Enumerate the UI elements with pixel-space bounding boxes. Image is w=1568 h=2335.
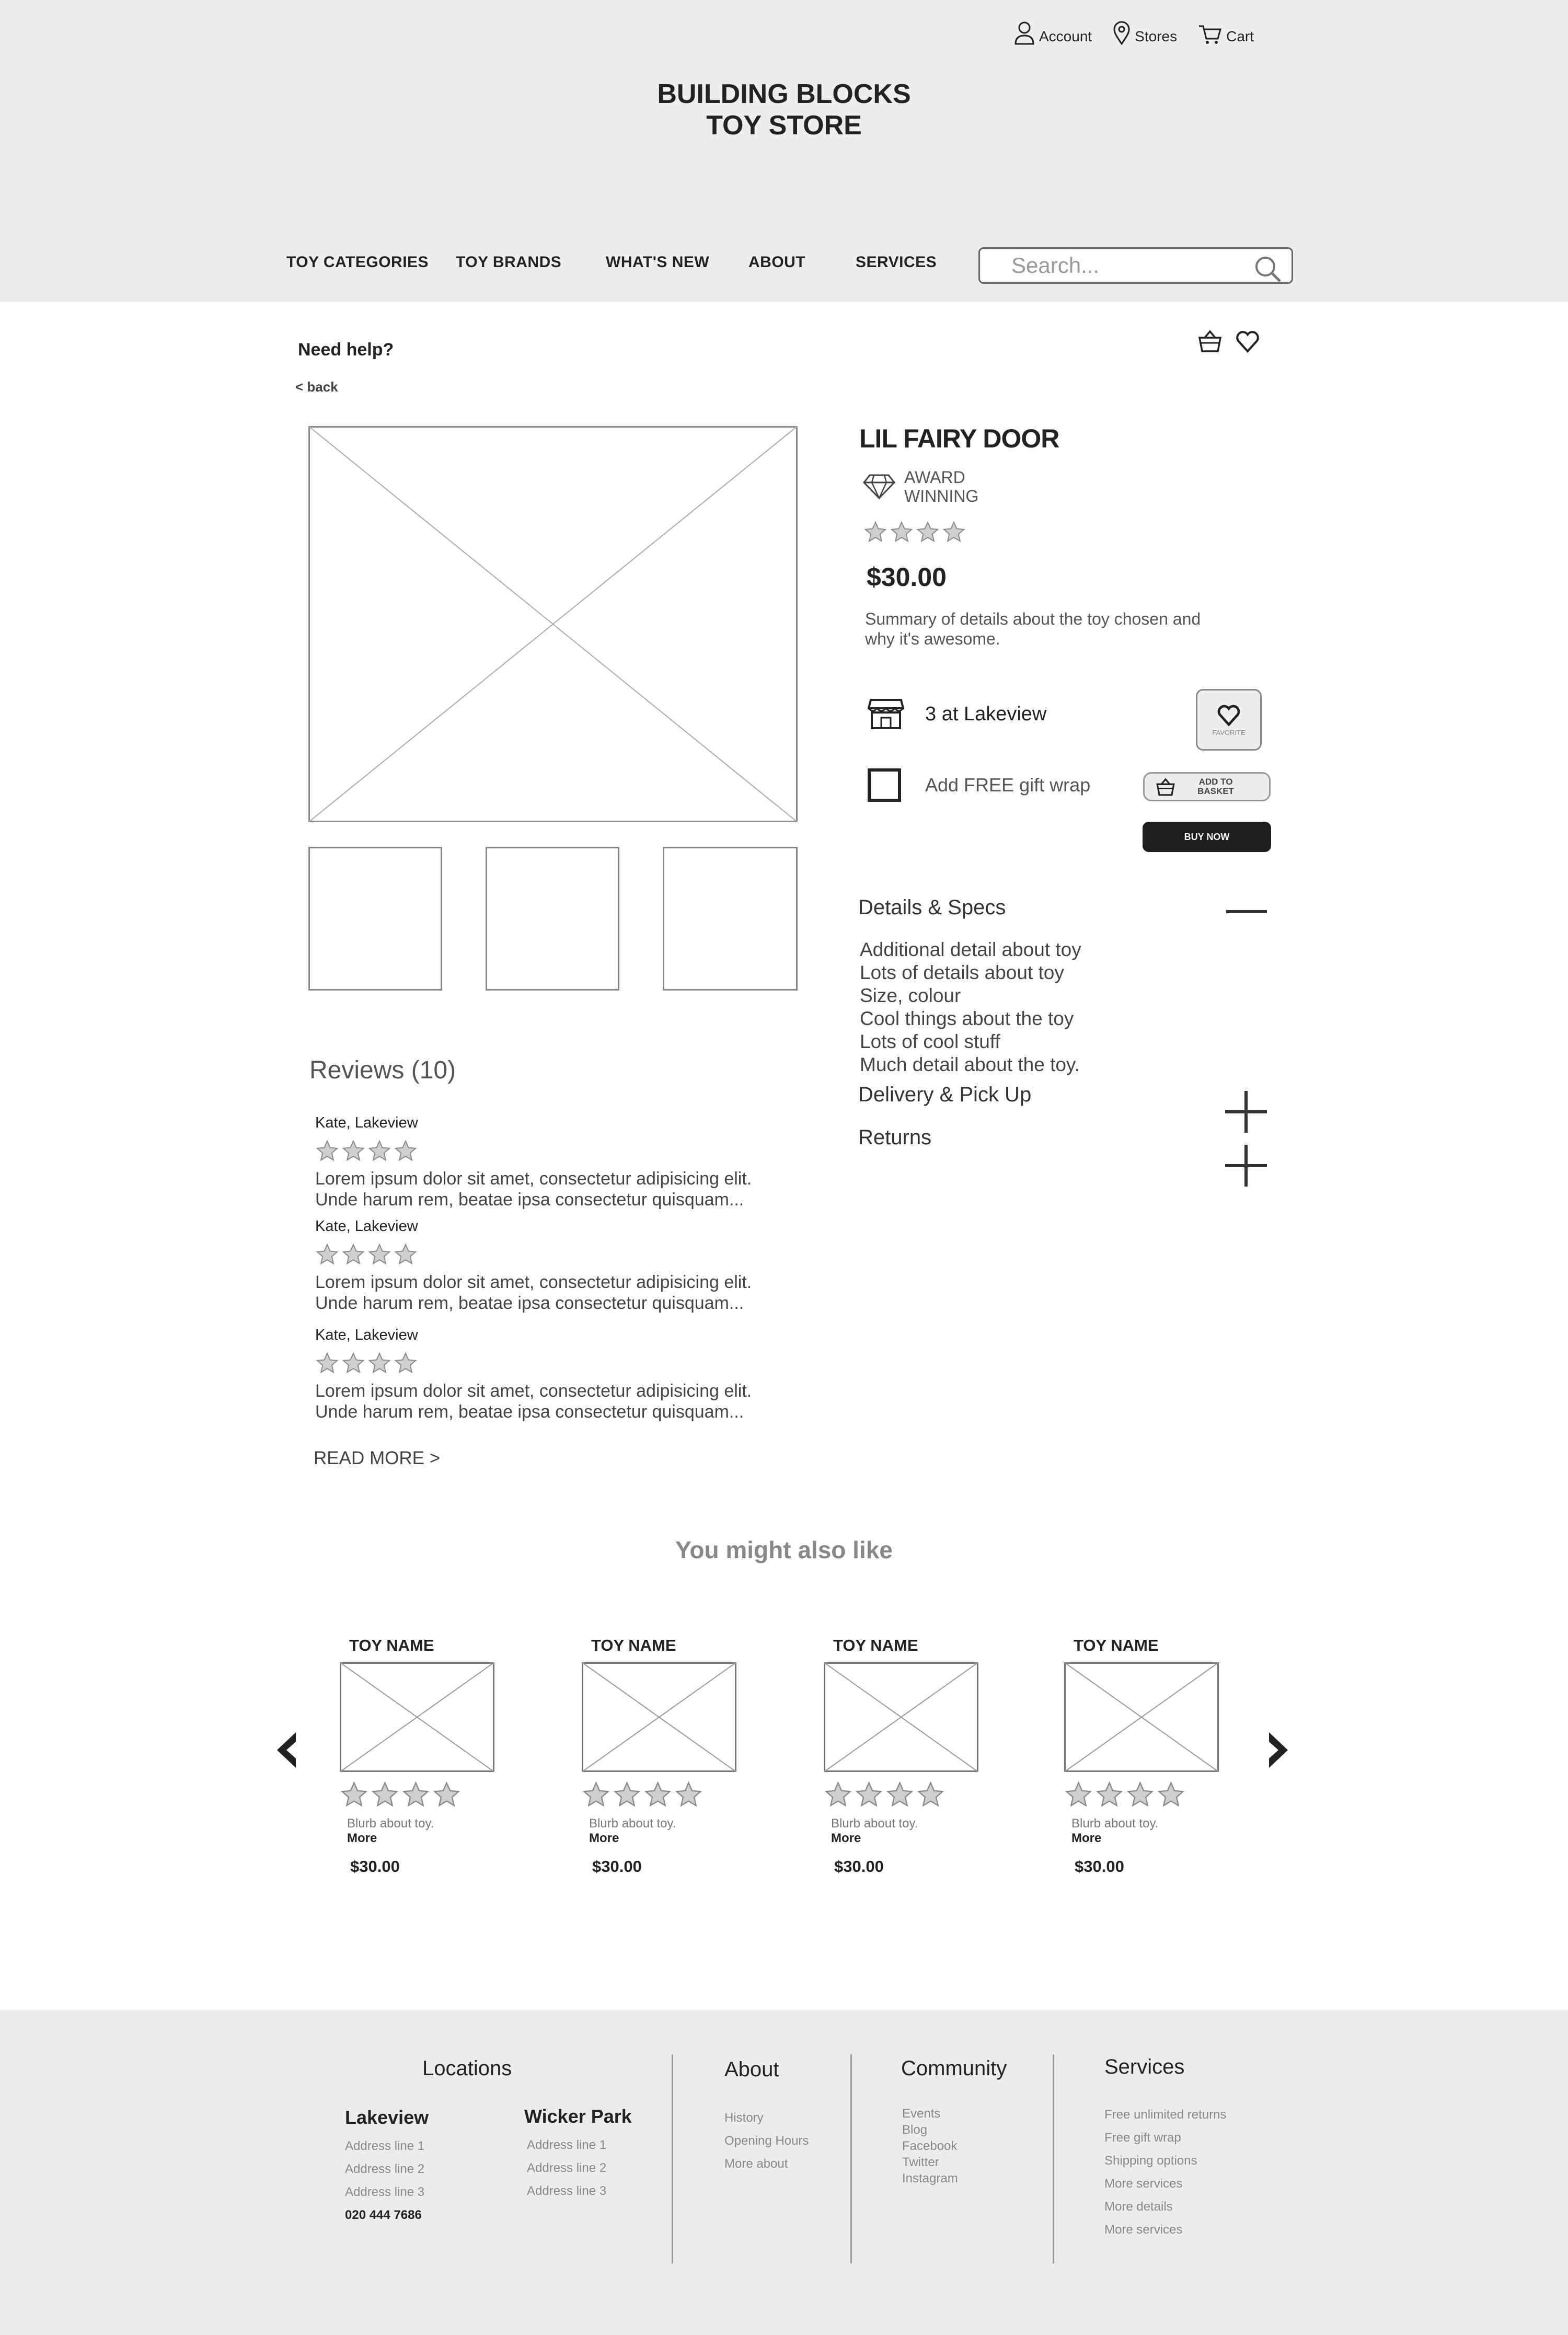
detail-line: Lots of details about toy [860,962,1064,983]
footer-link[interactable]: Instagram [902,2171,958,2186]
footer-divider [672,2054,673,2263]
star-icon [885,1780,914,1809]
related-product-card[interactable] [582,1636,739,1876]
footer-link[interactable]: More details [1104,2200,1173,2214]
main-nav [286,254,937,271]
toy-rating [1064,1780,1221,1809]
minus-icon[interactable] [1226,909,1267,914]
heart-icon [1216,704,1241,727]
search-input[interactable] [1011,253,1252,278]
footer-link[interactable]: Free gift wrap [1104,2131,1181,2145]
need-help-link[interactable]: Need help? [298,340,394,360]
basket-icon[interactable] [1197,328,1223,354]
review-item [315,1218,786,1314]
star-icon [942,520,966,544]
review-rating [315,1351,786,1375]
star-icon [916,520,940,544]
product-rating [863,520,966,544]
review-text-line: Unde harum rem, beatae ipsa consectetur quisquam... [315,1190,744,1210]
review-item [315,1327,786,1422]
footer-link[interactable]: Facebook [902,2139,958,2153]
site-header [0,0,1568,302]
toy-image[interactable] [582,1662,736,1772]
top-links [1014,21,1254,45]
review-author: Kate, Lakeview [315,1327,418,1343]
detail-line: Lots of cool stuff [860,1031,1000,1052]
toy-more-link[interactable]: More [831,1831,861,1845]
star-icon [394,1139,418,1163]
footer-link[interactable]: More services [1104,2177,1183,2191]
nav-about[interactable]: ABOUT [748,254,806,271]
carousel-prev-arrow[interactable] [271,1729,302,1771]
toy-blurb: Blurb about toy. [1071,1816,1159,1831]
nav-services[interactable]: SERVICES [856,254,937,271]
location-lakeview-name: Lakeview [345,2107,429,2128]
footer-about-title: About [724,2058,779,2081]
buy-now-button[interactable]: BUY NOW [1143,822,1271,852]
footer-link[interactable]: Events [902,2107,941,2121]
details-specs-header[interactable]: Details & Specs [858,896,1006,919]
address-line: Address line 1 [345,2139,425,2153]
star-icon [863,520,887,544]
product-thumbnail[interactable] [663,847,797,991]
footer-link[interactable]: Shipping options [1104,2154,1197,2168]
toy-name: TOY NAME [591,1636,676,1654]
heart-icon[interactable] [1235,328,1261,354]
store-availability [868,698,1046,730]
toy-rating [824,1780,981,1809]
toy-price: $30.00 [834,1857,884,1876]
star-icon [916,1780,945,1809]
footer-services-title: Services [1104,2055,1185,2078]
star-icon [367,1351,391,1375]
gift-wrap-option [868,768,1090,802]
search-box [978,247,1293,284]
toy-image[interactable] [824,1662,978,1772]
star-icon [613,1780,641,1809]
carousel-next-arrow[interactable] [1263,1729,1294,1771]
star-icon [432,1780,461,1809]
map-pin-icon [1113,21,1131,45]
footer-link[interactable]: Twitter [902,2155,939,2169]
product-thumbnail[interactable] [486,847,619,991]
star-icon [341,1243,365,1267]
award-badge [862,468,978,505]
favorite-label: FAVORITE [1212,728,1246,737]
footer-about-links [724,2107,809,2176]
product-main-image[interactable] [308,426,798,822]
toy-name: TOY NAME [349,1636,434,1654]
footer-link[interactable]: More about [724,2157,788,2171]
address-line: Address line 3 [345,2185,425,2199]
review-text-line: Lorem ipsum dolor sit amet, consectetur adipisicing elit. [315,1272,752,1292]
store-stock-text[interactable]: 3 at Lakeview [925,703,1047,725]
review-text-line: Unde harum rem, beatae ipsa consectetur quisquam... [315,1402,744,1422]
footer-link[interactable]: More services [1104,2223,1183,2237]
star-icon [401,1780,430,1809]
related-product-card[interactable] [340,1636,497,1876]
star-icon [1126,1780,1155,1809]
toy-name: TOY NAME [1074,1636,1159,1654]
details-specs-content [860,938,1081,1076]
toy-more-link[interactable]: More [347,1831,377,1845]
address-line: Address line 2 [345,2162,425,2176]
product-thumbnail[interactable] [308,847,442,991]
star-icon [367,1243,391,1267]
search-icon[interactable] [1253,254,1282,283]
star-icon [394,1243,418,1267]
address-line: Address line 3 [527,2184,607,2198]
star-icon [1157,1780,1185,1809]
review-rating [315,1139,786,1163]
add-to-basket-button[interactable] [1143,772,1271,801]
related-product-card[interactable] [824,1636,981,1876]
review-text-line: Lorem ipsum dolor sit amet, consectetur adipisicing elit. [315,1381,752,1401]
star-icon [315,1351,339,1375]
star-icon [340,1780,368,1809]
footer-link[interactable]: Free unlimited returns [1104,2108,1227,2122]
footer-locations-title: Locations [422,2057,512,2080]
review-author: Kate, Lakeview [315,1114,418,1131]
review-rating [315,1243,786,1267]
star-icon [341,1351,365,1375]
toy-price: $30.00 [350,1857,400,1876]
star-icon [824,1780,852,1809]
account-link[interactable] [1014,21,1092,45]
location-wicker-park-name: Wicker Park [524,2106,632,2127]
product-price: $30.00 [867,562,947,592]
diamond-icon [862,473,896,500]
address-line: Address line 2 [527,2161,607,2175]
stores-link[interactable] [1113,21,1177,45]
footer-link[interactable]: Opening Hours [724,2134,809,2148]
footer-community-links [902,2106,958,2187]
product-title: LIL FAIRY DOOR [859,424,1059,453]
location-lakeview-address [345,2135,424,2227]
related-title: You might also like [675,1536,893,1563]
add-to-basket-label: ADD TO BASKET [1197,777,1234,796]
footer-community-title: Community [901,2057,1007,2080]
header-utility-icons [1197,328,1261,354]
account-label: Account [1039,28,1092,44]
detail-line: Much detail about the toy. [860,1054,1080,1075]
toy-rating [582,1780,739,1809]
star-icon [643,1780,672,1809]
returns-header[interactable]: Returns [858,1126,932,1149]
review-item [315,1114,786,1210]
delivery-header[interactable]: Delivery & Pick Up [858,1083,1032,1106]
nav-whats-new[interactable]: WHAT'S NEW [606,254,710,271]
star-icon [341,1139,365,1163]
toy-blurb: Blurb about toy. [831,1816,918,1831]
detail-line: Cool things about the toy [860,1008,1074,1029]
review-text-line: Lorem ipsum dolor sit amet, consectetur adipisicing elit. [315,1169,752,1189]
related-product-card[interactable] [1064,1636,1221,1876]
gift-wrap-checkbox[interactable] [868,768,901,802]
toy-price: $30.00 [592,1857,642,1876]
brand-line1: BUILDING BLOCKS [657,79,911,109]
toy-image[interactable] [1064,1662,1219,1772]
star-icon [1095,1780,1124,1809]
basket-icon [1155,777,1176,797]
toy-more-link[interactable]: More [1071,1831,1102,1845]
toy-more-link[interactable]: More [589,1831,619,1845]
person-icon [1014,21,1035,45]
star-icon [855,1780,883,1809]
toy-name: TOY NAME [833,1636,918,1654]
brand-line2: TOY STORE [706,110,862,141]
toy-rating [340,1780,497,1809]
star-icon [582,1780,610,1809]
toy-blurb: Blurb about toy. [589,1816,676,1831]
star-icon [674,1780,703,1809]
star-icon [890,520,914,544]
footer-services-links [1104,2103,1226,2241]
award-line2: WINNING [904,487,979,505]
store-icon [868,698,904,730]
toy-blurb: Blurb about toy. [347,1816,434,1831]
star-icon [367,1139,391,1163]
review-text-line: Unde harum rem, beatae ipsa consectetur quisquam... [315,1293,744,1313]
star-icon [315,1243,339,1267]
cart-link[interactable] [1198,21,1254,45]
footer-divider [1053,2054,1054,2263]
cart-label: Cart [1226,28,1254,44]
footer-link[interactable]: Blog [902,2123,928,2137]
product-summary: Summary of details about the toy chosen and why it's awesome. [865,609,1201,648]
store-logo[interactable] [0,78,1568,141]
location-wicker-park-address [527,2134,606,2203]
toy-price: $30.00 [1075,1857,1124,1876]
detail-line: Size, colour [860,985,961,1006]
review-author: Kate, Lakeview [315,1218,418,1235]
plus-icon[interactable] [1225,1091,1267,1133]
cart-icon [1198,24,1222,45]
reviews-title: Reviews (10) [309,1056,456,1084]
favorite-button[interactable] [1196,689,1262,751]
star-icon [394,1351,418,1375]
address-line: Address line 1 [527,2138,607,2152]
star-icon [371,1780,399,1809]
toy-image[interactable] [340,1662,494,1772]
back-link[interactable]: < back [295,379,338,395]
detail-line: Additional detail about toy [860,939,1081,960]
nav-toy-brands[interactable]: TOY BRANDS [456,254,562,271]
stores-label: Stores [1135,28,1178,44]
star-icon [315,1139,339,1163]
nav-toy-categories[interactable]: TOY CATEGORIES [286,254,429,271]
phone-number[interactable]: 020 444 7686 [345,2208,422,2222]
award-line1: AWARD [904,468,965,487]
footer-divider [850,2054,852,2263]
footer-link[interactable]: History [724,2111,764,2125]
plus-icon[interactable] [1225,1145,1267,1187]
star-icon [1064,1780,1093,1809]
gift-wrap-label: Add FREE gift wrap [925,774,1091,796]
read-more-link[interactable]: READ MORE > [314,1448,441,1468]
